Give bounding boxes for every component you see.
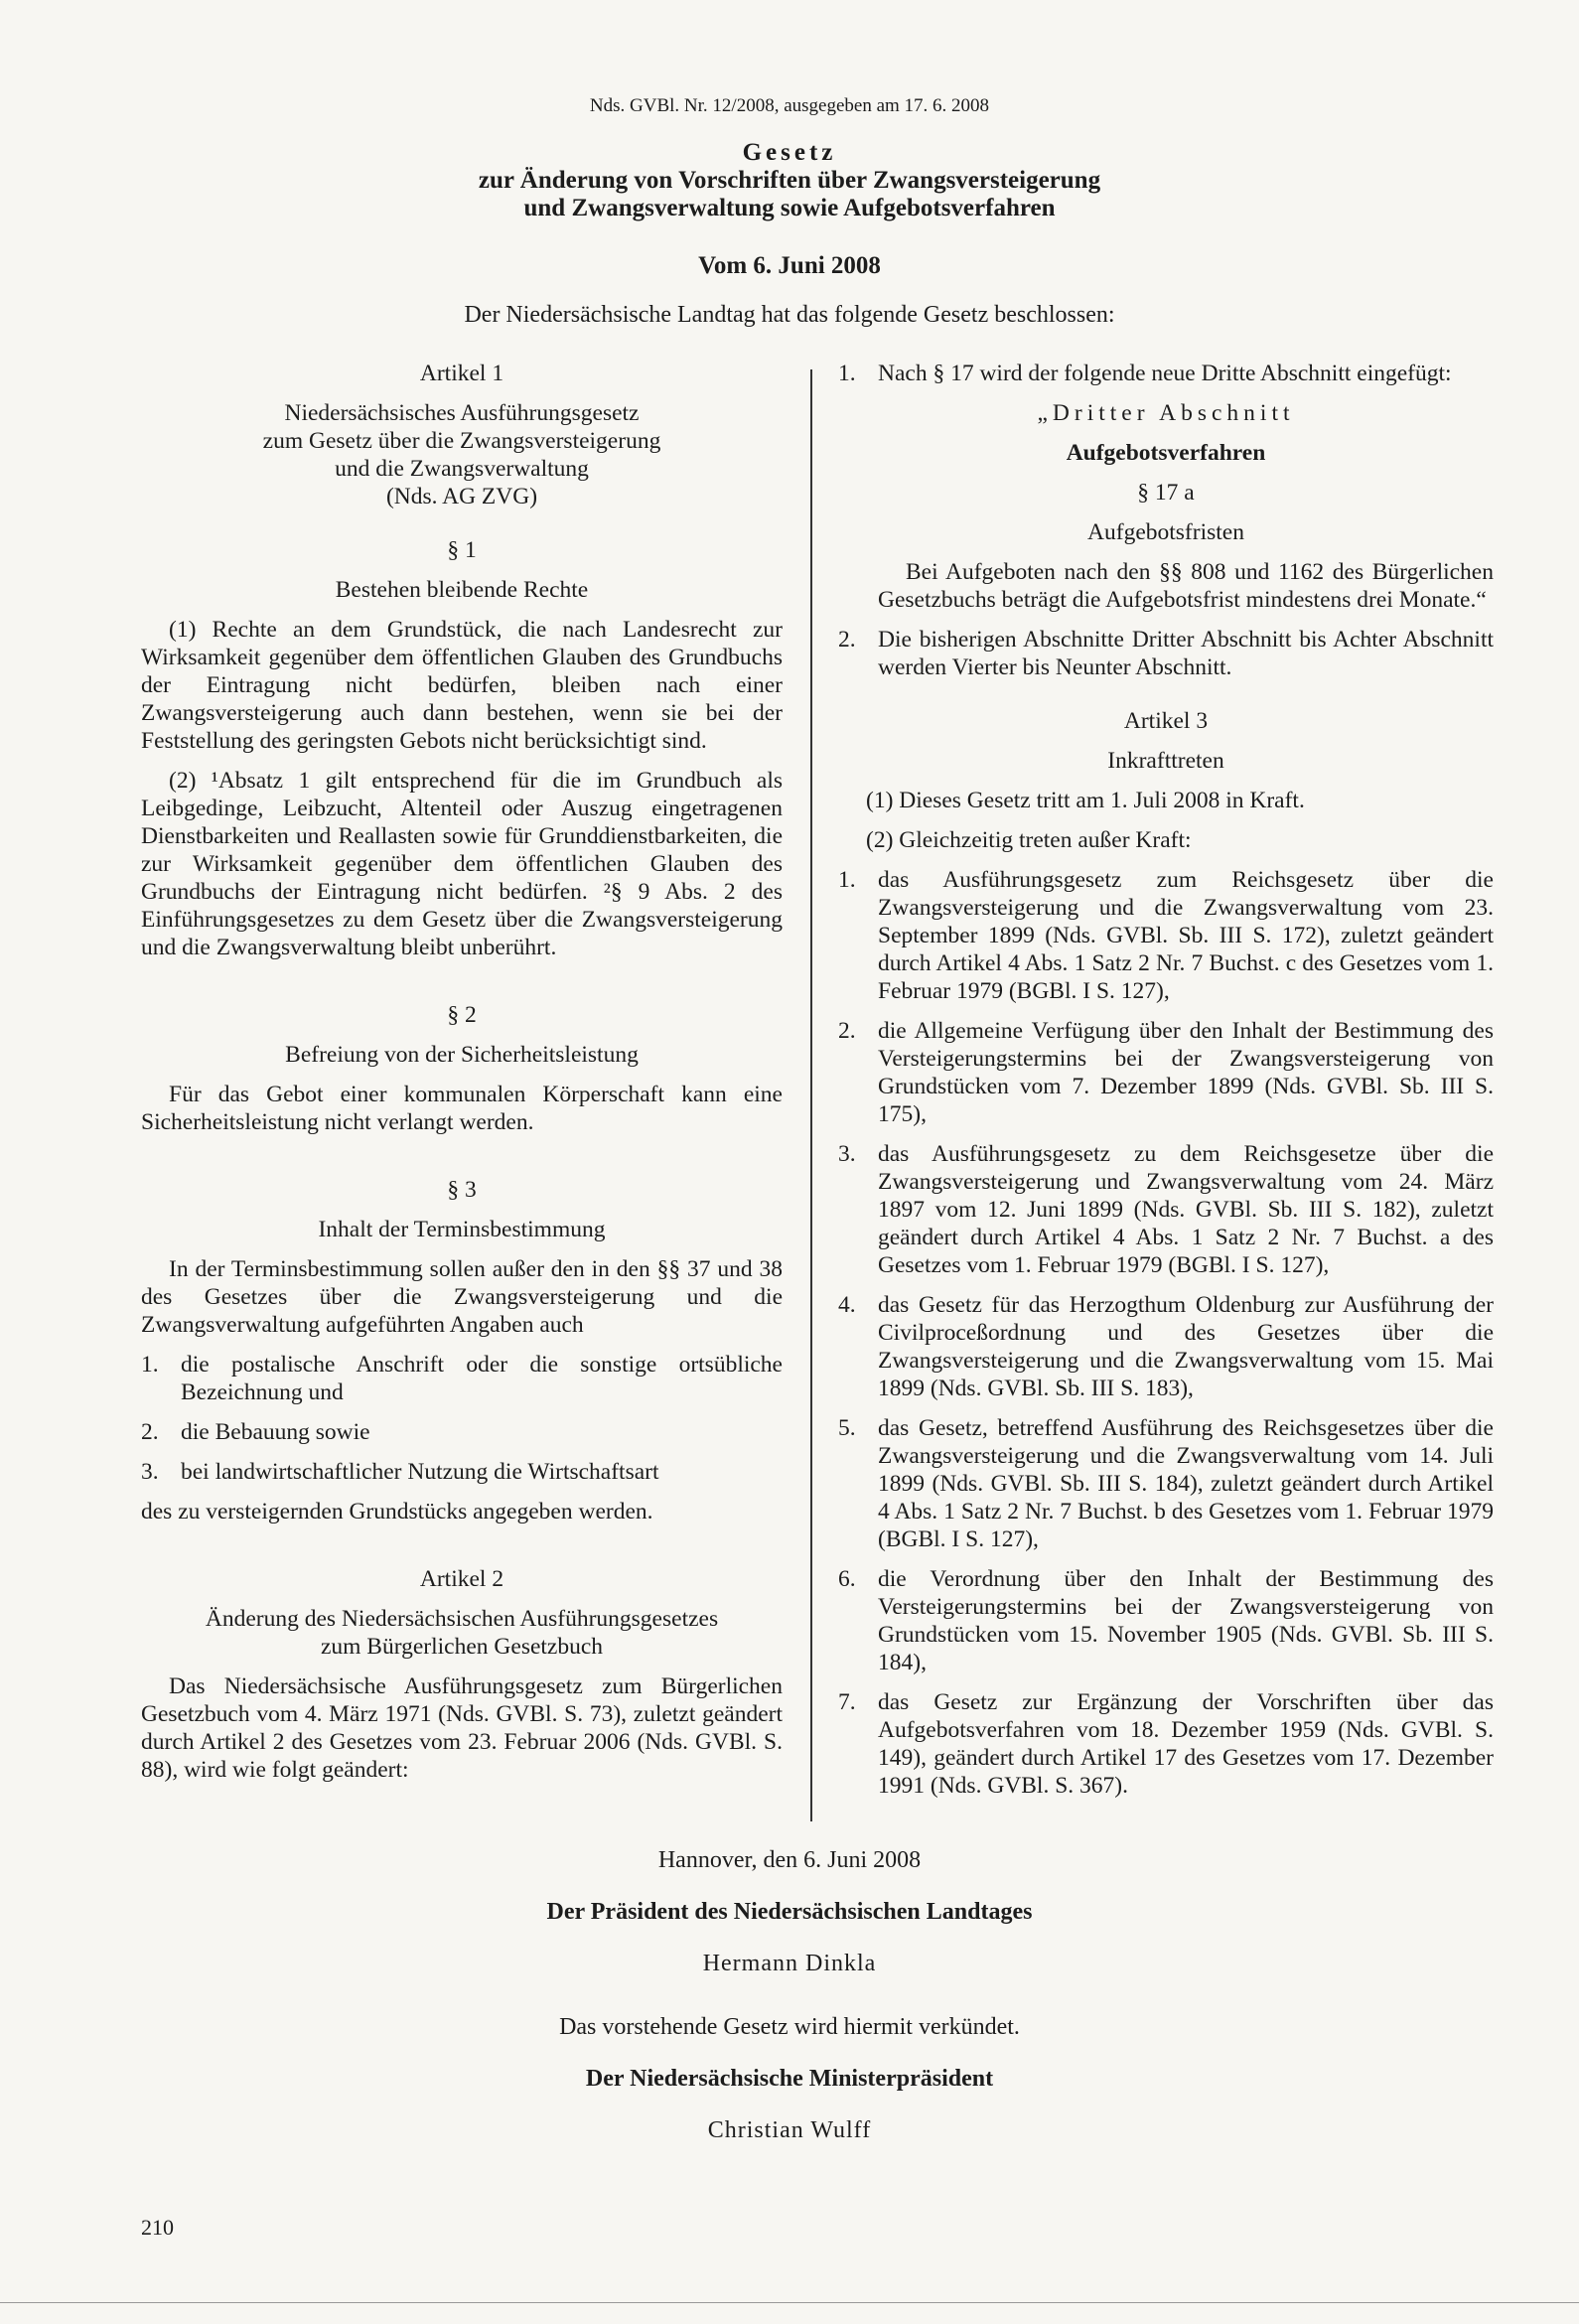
place-date: Hannover, den 6. Juni 2008 <box>657 1847 922 1873</box>
column-divider <box>810 369 812 1821</box>
article-3-paragraph-1: (1) Dieses Gesetz tritt am 1. Juli 2008 in Kraft. <box>866 788 1305 813</box>
list-number: 2. <box>838 1018 856 1044</box>
bottom-rule <box>0 2302 1579 2303</box>
section-3-paragraph: In der Terminsbestimmung sollen außer den in den §§ 37 und 38 des Gesetzes über die Zwangsversteigerung und die Zwangsverwaltung aufgeführten Angaben auch <box>141 1256 783 1338</box>
article-2-title-line: zum Bürgerlichen Gesetzbuch <box>320 1634 604 1660</box>
section-1-paragraph-1: (1) Rechte an dem Grundstück, die nach Landesrecht zur Wirksamkeit gegenüber dem öffentlichen Glauben des Grundbuchs der Eintragung nicht bedürfen, bleiben nach einer Zwangsversteigerung auch dann bestehen, wenn sie bei der Feststellung des geringsten Gebots nicht berücksichtigt sind. <box>141 617 783 754</box>
article-1-heading: Artikel 1 <box>419 361 504 386</box>
article-1-title-line: zum Gesetz über die Zwangsversteigerung <box>262 428 661 454</box>
law-intro: Der Niedersächsische Landtag hat das folgende Gesetz beschlossen: <box>464 302 1115 328</box>
list-text: die Bebauung sowie <box>181 1419 370 1445</box>
article-1-title-line: (Nds. AG ZVG) <box>385 484 538 509</box>
proclamation: Das vorstehende Gesetz wird hiermit verkündet. <box>559 2014 1020 2040</box>
list-item <box>838 1017 1494 1128</box>
section-3-closing: des zu versteigernden Grundstücks angegeben werden. <box>141 1499 653 1525</box>
article-1-title-line: Niedersächsisches Ausführungsgesetz <box>284 400 640 426</box>
left-column <box>141 360 783 1784</box>
section-3-number: § 3 <box>447 1177 477 1203</box>
list-text: die postalische Anschrift oder die sonstige ortsübliche Bezeichnung und <box>181 1352 783 1405</box>
article-1-title-line: und die Zwangsverwaltung <box>335 456 589 482</box>
section-17a-title: Aufgebotsfristen <box>1087 519 1244 545</box>
list-item <box>141 1458 783 1486</box>
section-1-number: § 1 <box>447 537 477 563</box>
section-2-title: Befreiung von der Sicherheitsleistung <box>285 1042 639 1068</box>
list-number: 4. <box>838 1292 856 1318</box>
list-item <box>838 1688 1494 1800</box>
law-date: Vom 6. Juni 2008 <box>698 252 881 279</box>
section-1-title: Bestehen bleibende Rechte <box>335 577 589 603</box>
list-number: 6. <box>838 1566 856 1592</box>
law-title-line-1: zur Änderung von Vorschriften über Zwangsversteigerung <box>478 167 1101 194</box>
list-text: das Gesetz, betreffend Ausführung des Reichsgesetzes über die Zwangsversteigerung und die Zwangsverwaltung vom 14. Juli 1899 (Nds. GVBl. Sb. III S. 184), zuletzt geändert durch Artikel 4 Abs. 1 Satz 2 Nr. 7 Buchst. b des Gesetzes vom 1. Februar 1979 (BGBl. I S. 127), <box>878 1415 1494 1552</box>
law-title <box>0 139 1579 222</box>
article-2-title-line: Änderung des Niedersächsischen Ausführungsgesetzes <box>205 1606 719 1632</box>
abschnitt-heading: „Dritter Abschnitt <box>1037 400 1295 426</box>
list-item <box>838 866 1494 1005</box>
minister-title: Der Niedersächsische Ministerpräsident <box>585 2066 994 2092</box>
page-number: 210 <box>141 2215 174 2240</box>
president-title: Der Präsident des Niedersächsischen Landtages <box>546 1899 1033 1925</box>
section-3-title: Inhalt der Terminsbestimmung <box>318 1217 606 1242</box>
abschnitt-title: Aufgebotsverfahren <box>1066 440 1266 466</box>
article-3-paragraph-2: (2) Gleichzeitig treten außer Kraft: <box>866 827 1192 853</box>
list-text: Die bisherigen Abschnitte Dritter Abschnitt bis Achter Abschnitt werden Vierter bis Neunter Abschnitt. <box>878 627 1494 680</box>
minister-name: Christian Wulff <box>707 2117 872 2143</box>
list-text: das Ausführungsgesetz zum Reichsgesetz über die Zwangsversteigerung und die Zwangsverwaltung vom 23. September 1899 (Nds. GVBl. Sb. III S. 172), zuletzt geändert durch Artikel 4 Abs. 1 Satz 2 Nr. 7 Buchst. c des Gesetzes vom 1. Februar 1979 (BGBl. I S. 127), <box>878 867 1494 1004</box>
list-number: 1. <box>141 1352 159 1378</box>
list-number: 1. <box>838 361 856 386</box>
article-2-paragraph: Das Niedersächsische Ausführungsgesetz zum Bürgerlichen Gesetzbuch vom 4. März 1971 (Nds. GVBl. S. 73), zuletzt geändert durch Artikel 2 des Gesetzes vom 23. Februar 2006 (Nds. GVBl. S. 88), wird wie folgt geändert: <box>141 1673 783 1783</box>
list-item <box>838 1414 1494 1553</box>
right-column <box>838 360 1494 1800</box>
section-2-number: § 2 <box>447 1002 477 1028</box>
list-number: 5. <box>838 1415 856 1441</box>
list-item <box>838 1565 1494 1676</box>
list-item <box>141 1351 783 1406</box>
list-item <box>838 626 1494 681</box>
list-text: das Ausführungsgesetz zu dem Reichsgesetze über die Zwangsversteigerung und Zwangsverwaltung vom 24. März 1897 vom 12. Juni 1899 (Nds. GVBl. Sb. III S. 182), zuletzt geändert durch Artikel 4 Abs. 1 Satz 2 Nr. 7 Buchst. a des Gesetzes vom 1. Februar 1979 (BGBl. I S. 127), <box>878 1141 1494 1278</box>
section-17a-number: § 17 a <box>1137 480 1195 506</box>
list-item <box>141 1418 783 1446</box>
article-3-title: Inkrafttreten <box>1107 748 1224 774</box>
list-text: Nach § 17 wird der folgende neue Dritte Abschnitt eingefügt: <box>878 361 1452 386</box>
list-number: 2. <box>141 1419 159 1445</box>
list-item <box>838 1291 1494 1402</box>
list-text: die Verordnung über den Inhalt der Bestimmung des Versteigerungstermins bei der Zwangsversteigerung von Grundstücken vom 15. November 1905 (Nds. GVBl. Sb. III S. 184), <box>878 1566 1494 1675</box>
law-title-line-2: und Zwangsverwaltung sowie Aufgebotsverfahren <box>523 195 1056 221</box>
list-text: bei landwirtschaftlicher Nutzung die Wirtschaftsart <box>181 1459 659 1485</box>
list-text: das Gesetz für das Herzogthum Oldenburg zur Ausführung der Civilproceßordnung und des Gesetzes über die Zwangsversteigerung und die Zwangsverwaltung vom 15. Mai 1899 (Nds. GVBl. Sb. III S. 183), <box>878 1292 1494 1401</box>
list-item <box>838 360 1494 387</box>
section-1-paragraph-2: (2) ¹Absatz 1 gilt entsprechend für die im Grundbuch als Leibgedinge, Leibzucht, Altenteil oder Auszug eingetragenen Dienstbarkeiten und Reallasten sowie für Grunddienstbarkeiten, die zur Wirksamkeit gegenüber dem öffentlichen Glauben des Grundbuchs der Eintragung nicht bedürfen. ²§ 9 Abs. 2 des Einführungsgesetzes zu dem Gesetz über die Zwangsversteigerung und die Zwangsverwaltung bleibt unberührt. <box>141 768 783 960</box>
president-name: Hermann Dinkla <box>702 1951 877 1976</box>
list-text: die Allgemeine Verfügung über den Inhalt der Bestimmung des Versteigerungstermins bei der Zwangsversteigerung von Grundstücken vom 7. Dezember 1899 (Nds. GVBl. Sb. III S. 175), <box>878 1018 1494 1127</box>
section-2-paragraph: Für das Gebot einer kommunalen Körperschaft kann eine Sicherheitsleistung nicht verlangt werden. <box>141 1082 783 1135</box>
list-number: 2. <box>838 627 856 653</box>
list-number: 3. <box>838 1141 856 1167</box>
list-number: 7. <box>838 1689 856 1715</box>
section-17a-paragraph: Bei Aufgeboten nach den §§ 808 und 1162 des Bürgerlichen Gesetzbuchs beträgt die Aufgebotsfrist mindestens drei Monate.“ <box>878 559 1494 613</box>
list-text: das Gesetz zur Ergänzung der Vorschriften über das Aufgebotsverfahren vom 18. Dezember 1959 (Nds. GVBl. S. 149), geändert durch Artikel 17 des Gesetzes vom 17. Dezember 1991 (Nds. GVBl. S. 367). <box>878 1689 1494 1799</box>
list-number: 3. <box>141 1459 159 1485</box>
list-number: 1. <box>838 867 856 893</box>
law-title-word: Gesetz <box>742 139 837 166</box>
article-2-heading: Artikel 2 <box>419 1566 504 1592</box>
gazette-header: Nds. GVBl. Nr. 12/2008, ausgegeben am 17. 6. 2008 <box>589 95 990 116</box>
list-item <box>838 1140 1494 1279</box>
article-3-heading: Artikel 3 <box>1123 708 1209 734</box>
